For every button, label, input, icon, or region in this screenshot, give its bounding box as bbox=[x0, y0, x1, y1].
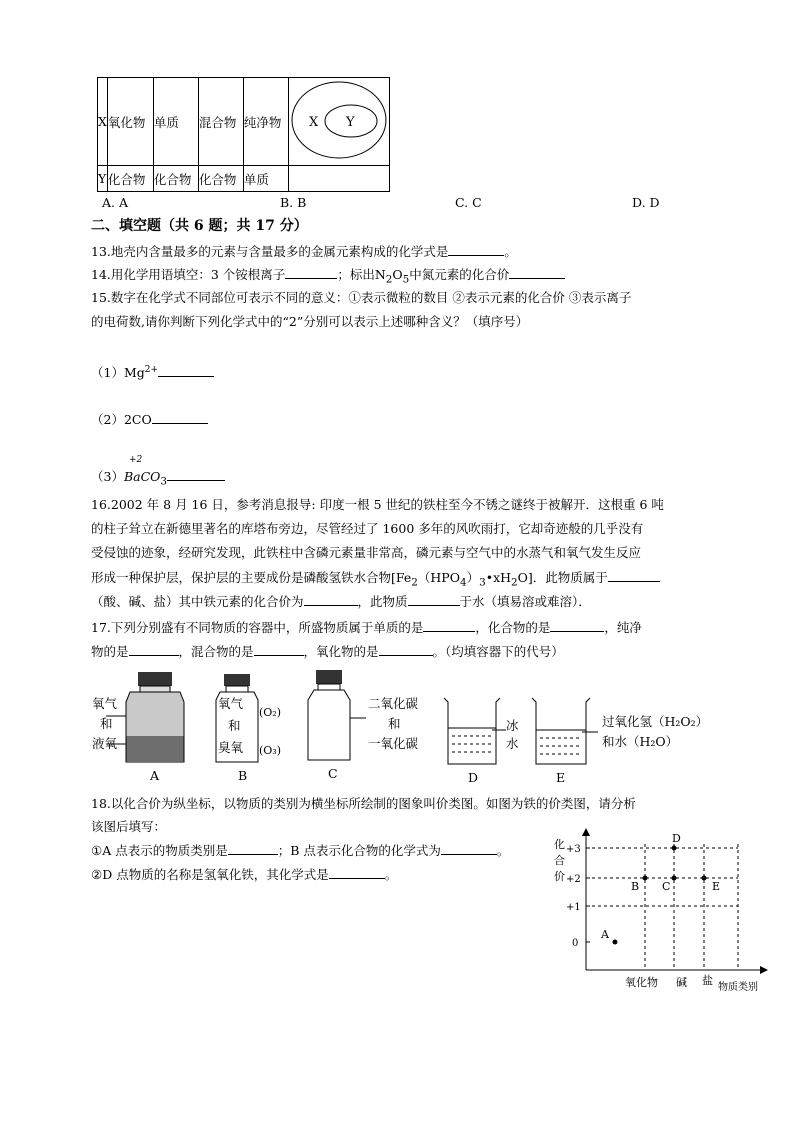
text: ，混合物的是 bbox=[178, 644, 254, 659]
cell: 单质 bbox=[243, 166, 288, 192]
y-label: 价 bbox=[554, 870, 565, 883]
chart-grid bbox=[586, 844, 738, 970]
q17-line2 bbox=[91, 643, 564, 661]
q18-line2: 该图后填写： bbox=[91, 819, 167, 834]
y-label: 化 bbox=[554, 838, 565, 851]
x-tick: 氧化物 bbox=[625, 976, 658, 989]
q16-line5 bbox=[91, 593, 591, 611]
sub: 4 bbox=[459, 576, 467, 589]
q15-item1 bbox=[91, 361, 214, 382]
text: ，氧化物的是 bbox=[303, 644, 379, 659]
option-c[interactable]: C. C bbox=[455, 195, 482, 210]
q17-figure bbox=[88, 666, 738, 790]
cell: 氧化物 bbox=[107, 78, 153, 166]
formula-sub: 3 bbox=[160, 475, 168, 488]
text: 于水（填易溶或难溶）． bbox=[459, 594, 591, 609]
x-tick: 盐 bbox=[702, 974, 713, 987]
row-x-label: X bbox=[98, 78, 108, 166]
text: ②D 点物质的名称是氢氧化铁，其化学式是 bbox=[91, 867, 329, 882]
point-label-a: A bbox=[601, 928, 609, 941]
text: ，化合物的是 bbox=[475, 620, 551, 635]
cell: 化合物 bbox=[153, 166, 198, 192]
point-label-d: D bbox=[672, 832, 681, 845]
bottle-b bbox=[216, 674, 281, 783]
q12-table bbox=[97, 77, 390, 192]
q15-item3 bbox=[91, 468, 225, 491]
q14-sub: 5 bbox=[402, 273, 410, 286]
cell: 单质 bbox=[153, 78, 198, 166]
point-c bbox=[672, 876, 677, 881]
q14-text-3: 中氮元素的化合价 bbox=[409, 267, 510, 282]
venn-cell bbox=[288, 78, 389, 166]
bottle-a bbox=[92, 672, 184, 783]
label: 和 bbox=[228, 718, 241, 733]
q16-line2: 的柱子耸立在新德里著名的库塔布旁边，尽管经过了 1600 多年的风吹雨打，它却奇迹般的几乎没有 bbox=[91, 521, 644, 536]
q17-blank-2[interactable] bbox=[550, 619, 604, 632]
option-b[interactable]: B. B bbox=[280, 195, 307, 210]
text: •xH bbox=[485, 570, 512, 585]
q18-blank-1[interactable] bbox=[228, 842, 278, 855]
point-label-e: E bbox=[712, 880, 721, 893]
q17-blank-4[interactable] bbox=[254, 643, 304, 656]
outer-ellipse bbox=[292, 82, 386, 158]
beaker-body bbox=[444, 698, 500, 764]
q15-item2 bbox=[91, 411, 208, 429]
text: 17.下列分别盛有不同物质的容器中，所盛物质属于单质的是 bbox=[91, 620, 424, 635]
text: ，此物质 bbox=[357, 594, 408, 609]
container-letter: C bbox=[328, 766, 338, 781]
text: ；B 点表示化合物的化学式为 bbox=[277, 843, 441, 858]
q16-blank-1[interactable] bbox=[608, 569, 660, 582]
text: 。 bbox=[384, 867, 398, 882]
label: 液氧 bbox=[92, 736, 118, 751]
q16-line1: 16.2002 年 8 月 16 日，参考消息报导: 印度一根 5 世纪的铁柱至今不锈之谜终于被解开．这根重 6 吨 bbox=[91, 497, 664, 512]
sub: 2 bbox=[511, 576, 518, 589]
point-label-b: B bbox=[631, 880, 640, 893]
q14-text-2: ；标出 bbox=[337, 267, 375, 282]
q18-item1 bbox=[91, 842, 509, 860]
formula: 2CO bbox=[123, 412, 152, 427]
y-label: 合 bbox=[554, 854, 565, 867]
bottle-c bbox=[308, 670, 419, 781]
item-num: （1） bbox=[91, 365, 124, 381]
bottle-neck bbox=[140, 686, 170, 692]
bottle-body bbox=[308, 690, 350, 760]
q14 bbox=[91, 266, 565, 289]
label: 氧气 bbox=[92, 696, 118, 711]
point-e bbox=[702, 876, 707, 881]
q15-line2: 的电荷数,请你判断下列化学式中的“2”分别可以表示上述哪种含义？（填序号） bbox=[91, 314, 529, 329]
point-a bbox=[613, 940, 618, 945]
q14-sub: 2 bbox=[385, 273, 393, 286]
text: 物的是 bbox=[91, 644, 129, 659]
cell: 化合物 bbox=[198, 166, 243, 192]
bottle-cap bbox=[316, 670, 342, 684]
item-num: （2） bbox=[91, 412, 124, 427]
q16-line4 bbox=[91, 569, 660, 592]
venn-outer-label: X bbox=[308, 115, 319, 130]
container-letter: A bbox=[150, 768, 160, 783]
liquid-oxygen bbox=[127, 736, 184, 762]
label: 二氧化碳 bbox=[368, 696, 419, 711]
formula: BaCO bbox=[123, 469, 161, 484]
q13 bbox=[91, 243, 517, 261]
text: 形成一种保护层，保护层的主要成份是磷酸氢铁水合物[Fe bbox=[91, 570, 412, 585]
q17-line1 bbox=[91, 619, 642, 637]
y-tick: 0 bbox=[572, 938, 579, 949]
label: 和水（H₂O） bbox=[602, 734, 679, 749]
cell: 混合物 bbox=[198, 78, 243, 166]
y-ticks bbox=[566, 844, 581, 949]
container-letter: B bbox=[238, 768, 248, 783]
bottle-neck bbox=[318, 684, 340, 690]
sub: 3 bbox=[479, 576, 486, 589]
q13-text: 13.地壳内含量最多的元素与含量最多的金属元素构成的化学式是 bbox=[91, 244, 449, 259]
formula-label: (O₃) bbox=[259, 744, 282, 757]
text: ） bbox=[466, 570, 480, 585]
q18-blank-2[interactable] bbox=[441, 842, 497, 855]
q15-line1: 15.数字在化学式不同部位可表示不同的意义：①表示微粒的数目 ②表示元素的化合价 ③表示离子 bbox=[91, 290, 632, 305]
beaker-d bbox=[444, 698, 519, 785]
container-letter: D bbox=[468, 770, 479, 785]
cell bbox=[288, 166, 389, 192]
q15-blank-1[interactable] bbox=[158, 364, 214, 377]
y-tick: +2 bbox=[566, 874, 581, 885]
x-label: 物质类别 bbox=[718, 982, 758, 993]
formula: Mg bbox=[123, 365, 145, 381]
label: 一氧化碳 bbox=[368, 736, 419, 751]
q14-text: 14.用化学用语填空：3 个铵根离子 bbox=[91, 267, 286, 282]
label: 水 bbox=[506, 736, 519, 751]
text: （酸、碱、盐）其中铁元素的化合价为 bbox=[91, 594, 304, 609]
text: 。（均填容器下的代号） bbox=[432, 644, 564, 659]
q14-formula-n: N bbox=[374, 267, 386, 282]
label: 过氧化氢（H₂O₂） bbox=[602, 714, 709, 729]
label: 氧气 bbox=[218, 696, 244, 711]
bottle-neck bbox=[226, 686, 248, 692]
text: O]．此物质属于 bbox=[517, 570, 608, 585]
q13-end: 。 bbox=[504, 244, 517, 259]
option-a[interactable]: A. A bbox=[102, 195, 129, 210]
section-title: 二、填空题（共 6 题；共 17 分） bbox=[91, 218, 308, 234]
y-tick: +3 bbox=[566, 844, 581, 855]
q18-item2 bbox=[91, 866, 397, 884]
label: 臭氧 bbox=[218, 740, 244, 755]
q14-formula-o: O bbox=[392, 267, 403, 282]
cell: 纯净物 bbox=[243, 78, 288, 166]
valence-class-chart bbox=[548, 824, 770, 994]
bottle-cap bbox=[138, 672, 172, 686]
q16-blank-3[interactable] bbox=[408, 593, 460, 606]
option-d[interactable]: D. D bbox=[632, 195, 660, 210]
container-letter: E bbox=[556, 770, 566, 785]
q15-blank-3[interactable] bbox=[167, 468, 225, 481]
bottle-cap bbox=[224, 674, 250, 686]
label: 和 bbox=[100, 716, 113, 731]
q15-blank-2[interactable] bbox=[152, 411, 208, 424]
cell: 化合物 bbox=[107, 166, 153, 192]
label: 冰 bbox=[506, 718, 519, 733]
q14-blank-1[interactable] bbox=[285, 266, 337, 279]
valence-mark: +2 bbox=[129, 455, 143, 465]
text: ①A 点表示的物质类别是 bbox=[91, 843, 228, 858]
formula-sup: 2+ bbox=[144, 365, 159, 375]
row-y-label: Y bbox=[98, 166, 108, 192]
q18-blank-3[interactable] bbox=[329, 866, 385, 879]
label: 和 bbox=[388, 716, 401, 731]
q13-blank[interactable] bbox=[448, 243, 504, 256]
item-num: （3） bbox=[91, 469, 124, 484]
sub: 2 bbox=[411, 576, 418, 589]
chart-points bbox=[600, 832, 720, 945]
q17-blank-1[interactable] bbox=[423, 619, 475, 632]
q17-blank-3[interactable] bbox=[129, 643, 179, 656]
venn-diagram bbox=[289, 78, 389, 162]
q14-blank-2[interactable] bbox=[509, 266, 565, 279]
x-tick: 碱 bbox=[676, 976, 687, 989]
y-tick: +1 bbox=[566, 902, 581, 913]
venn-inner-label: Y bbox=[345, 115, 355, 130]
beaker-e bbox=[532, 698, 708, 785]
point-label-c: C bbox=[662, 880, 671, 893]
point-b bbox=[643, 876, 648, 881]
text: ，纯净 bbox=[604, 620, 642, 635]
text: 。 bbox=[496, 843, 510, 858]
q18-line1: 18.以化合价为纵坐标，以物质的类别为横坐标所绘制的图象叫价类图。如图为铁的价类图，请分析 bbox=[91, 796, 636, 811]
formula-label: (O₂) bbox=[259, 706, 282, 719]
text: （HPO bbox=[417, 570, 460, 585]
q16-line3: 受侵蚀的迹象，经研究发现，此铁柱中含磷元素量非常高，磷元素与空气中的水蒸气和氧气发生反应 bbox=[91, 545, 642, 560]
q16-blank-2[interactable] bbox=[304, 593, 358, 606]
point-d bbox=[672, 846, 677, 851]
q17-blank-5[interactable] bbox=[379, 643, 433, 656]
